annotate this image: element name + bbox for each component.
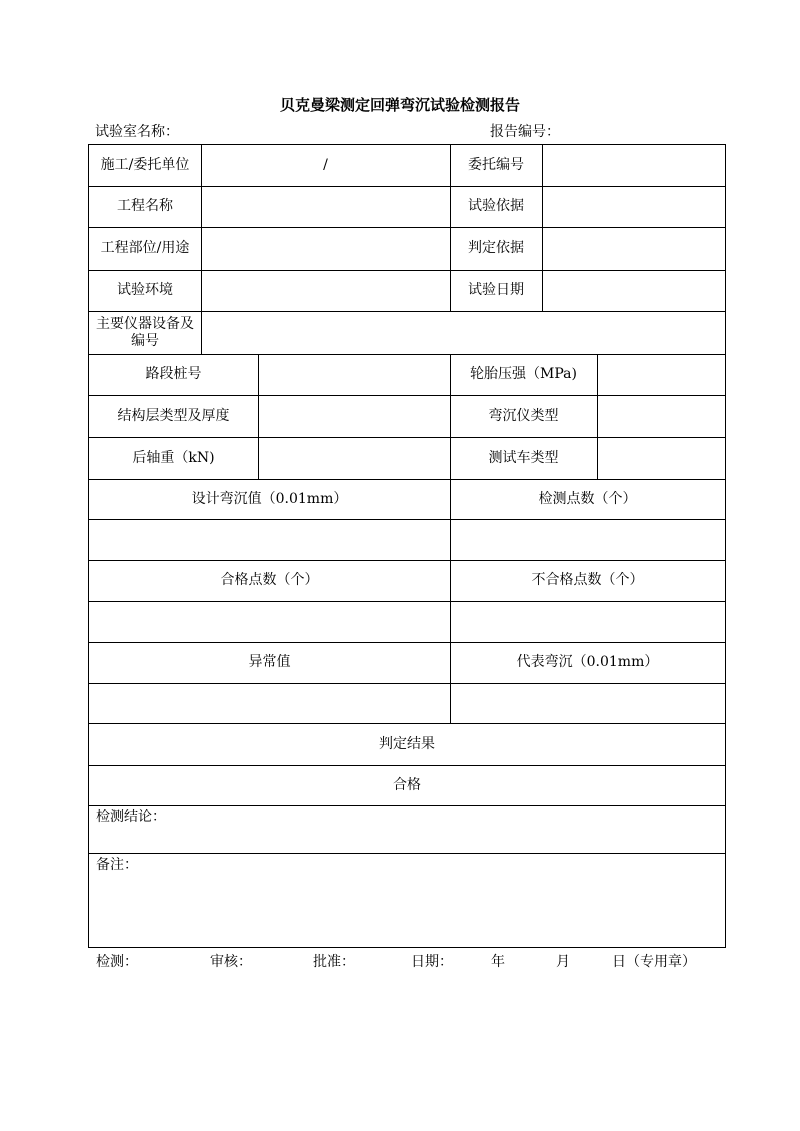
year-label: 年 [491, 954, 505, 970]
fail-points-label: 不合格点数（个） [531, 572, 644, 588]
reviewer-label: 审核： [210, 954, 252, 970]
test-basis-label: 试验依据 [468, 198, 524, 214]
test-date-label: 试验日期 [468, 282, 524, 298]
project-part-label: 工程部位/用途 [100, 240, 190, 256]
representative-deflection-label: 代表弯沉（0.01mm） [516, 654, 659, 670]
client-label: 施工/委托单位 [100, 157, 190, 173]
station-label: 路段桩号 [145, 366, 202, 382]
report-number-label: 报告编号： [490, 124, 560, 140]
approver-label: 批准： [313, 954, 355, 970]
judgement-basis-label: 判定依据 [468, 240, 524, 256]
axle-load-label: 后轴重（kN) [132, 449, 215, 466]
test-environment-label: 试验环境 [117, 282, 173, 298]
design-deflection-label: 设计弯沉值（0.01mm） [191, 490, 348, 507]
date-label: 日期： [411, 954, 453, 970]
conclusion-label: 检测结论： [96, 809, 166, 825]
test-vehicle-label: 测试车类型 [488, 449, 559, 466]
report-table [88, 144, 726, 948]
lab-name-label: 试验室名称： [95, 124, 179, 140]
client-value: / [323, 157, 328, 173]
commission-number-label: 委托编号 [468, 157, 524, 173]
structure-layer-label: 结构层类型及厚度 [117, 407, 230, 424]
abnormal-value-label: 异常值 [248, 654, 291, 670]
month-label: 月 [556, 954, 570, 970]
remarks-label: 备注： [96, 857, 138, 873]
tester-label: 检测： [96, 954, 138, 970]
judgement-result-label: 判定结果 [379, 735, 435, 752]
project-name-label: 工程名称 [117, 198, 173, 214]
judgement-result-value: 合格 [393, 776, 421, 793]
report-title: 贝克曼梁测定回弹弯沉试验检测报告 [279, 96, 520, 114]
day-seal-label: 日（专用章） [612, 954, 696, 970]
equipment-label: 主要仪器设备及编号 [96, 315, 194, 349]
pass-points-label: 合格点数（个） [220, 572, 319, 588]
tire-pressure-label: 轮胎压强（MPa) [470, 366, 577, 382]
deflectometer-type-label: 弯沉仪类型 [488, 407, 559, 424]
test-points-label: 检测点数（个） [538, 490, 637, 507]
